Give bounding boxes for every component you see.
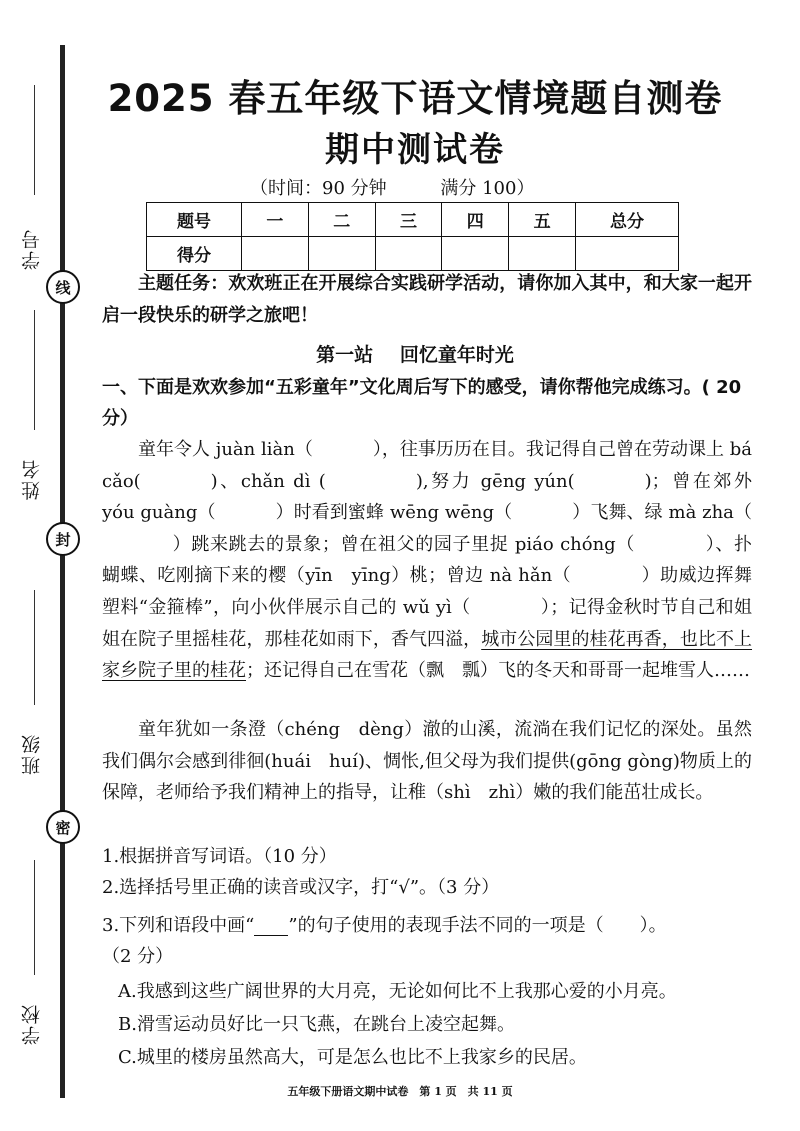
passage-text: )；曾在郊外 yóu guàng（ [102,470,753,524]
question-3 [102,910,752,941]
student-id-label: 学号 [21,228,43,270]
header-cell-number: 题号 [147,203,242,237]
score-table [146,202,679,271]
option-b[interactable]: B.滑雪运动员好比一只飞燕，在跳台上凌空起舞。 [118,1014,515,1035]
passage-text: ）时看到蜜蜂 wēng wēng（ [275,502,513,524]
page-title: 2025 春五年级下语文情境题自测卷 [107,77,723,120]
seal-seal-mark: 封 [46,522,80,556]
passage-text: ）；记得金秋时节自己和姐姐在院子里摇桂花，那桂花如雨下，香气四溢， [102,596,753,650]
class-line [34,590,35,705]
time-limit: （时间：90 分钟 [250,178,387,199]
score-cell[interactable] [308,237,375,271]
score-cell[interactable] [242,237,309,271]
station-heading [70,340,760,367]
score-row-label: 得分 [147,237,242,271]
passage-text: ）、扑蝴蝶、吃刚摘下来的樱（yīn yīng）桃；曾边 nà hǎn（ [102,533,753,587]
theme-task: 主题任务：欢欢班正在开展综合实践研学活动，请你加入其中，和大家一起开启一段快乐的研学之旅吧！ [102,273,752,326]
question-3-text: ”的句子使用的表现手法不同的一项是（ ）。 [288,915,667,936]
passage-text: )、chǎn dì ( [210,470,326,492]
passage-2: 童年犹如一条澄（chéng dèng）澈的山溪，流淌在我们记忆的深处。虽然我们偶尔会感到徘徊(huái huí)、惆怅,但父母为我们提供(gōng gòng)物质上的保障，老师给予我们精神上的指导，让稚（shì zhì）嫩的我们能茁壮成长。 [102,719,752,804]
score-cell[interactable] [442,237,509,271]
score-table-header-row [147,203,679,237]
passage-text: ）助威边挥舞塑料“金箍棒”，向小伙伴展示自己的 wǔ yì（ [102,565,753,618]
page-subtitle: 期中测试卷 [325,130,505,170]
student-id-line [34,85,35,195]
page-footer: 五年级下册语文期中试卷 第 1 页 共 11 页 [287,1085,513,1098]
question-1-heading: 一、下面是欢欢参加“五彩童年”文化周后写下的感受，请你帮他完成练习。( 20 分） [102,377,742,429]
exam-info [250,174,582,200]
header-cell-3: 三 [375,203,442,237]
full-score: 满分 100） [440,178,535,199]
seal-line-mark: 线 [46,270,80,304]
station-label: 第一站 [316,344,374,366]
school-label: 学校 [21,1003,43,1045]
school-line [34,860,35,975]
header-cell-2: 二 [308,203,375,237]
seal-secret-mark: 密 [46,810,80,844]
passage-text: ；还记得自己在雪花（飘 瓢）飞的冬天和哥哥一起堆雪人…… [246,660,750,682]
passage-text: ）跳来跳去的景象；曾在祖父的园子里捉 piáo chóng（ [172,533,636,555]
score-table-score-row [147,237,679,271]
name-label: 姓名 [21,458,43,500]
score-cell[interactable] [576,237,679,271]
name-line [34,310,35,430]
question-2: 2.选择括号里正确的读音或汉字，打“√”。（3 分） [102,877,500,898]
score-cell[interactable] [375,237,442,271]
binding-line [60,45,65,1098]
header-cell-1: 一 [242,203,309,237]
passage-text: 童年令人 juàn liàn（ [138,439,313,460]
question-1: 1.根据拼音写词语。（10 分） [102,846,337,867]
passage-text: ），往事历历在目。我记得自己曾在劳动课上 bá cǎo( [102,439,752,492]
question-3-score: （2 分） [102,946,174,967]
question-3-text: 3.下列和语段中画“ [102,915,255,936]
option-a[interactable]: A.我感到这些广阔世界的大月亮，无论如何比不上我那心爱的小月亮。 [118,981,677,1002]
underline-marker [254,917,288,936]
underlined-sentence: 城市公园里的桂花再香，也比不上家乡院子里的桂花 [102,628,753,682]
class-label: 班级 [21,733,43,775]
header-cell-total: 总分 [576,203,679,237]
header-cell-4: 四 [442,203,509,237]
passage-1 [102,434,752,687]
station-name: 回忆童年时光 [399,344,514,366]
passage-text: ）飞舞、绿 mà zha（ [572,502,752,524]
option-c[interactable]: C.城里的楼房虽然高大，可是怎么也比不上我家乡的民居。 [118,1047,587,1068]
header-cell-5: 五 [509,203,576,237]
score-cell[interactable] [509,237,576,271]
passage-text: ),努力 gēng yún( [415,470,575,492]
